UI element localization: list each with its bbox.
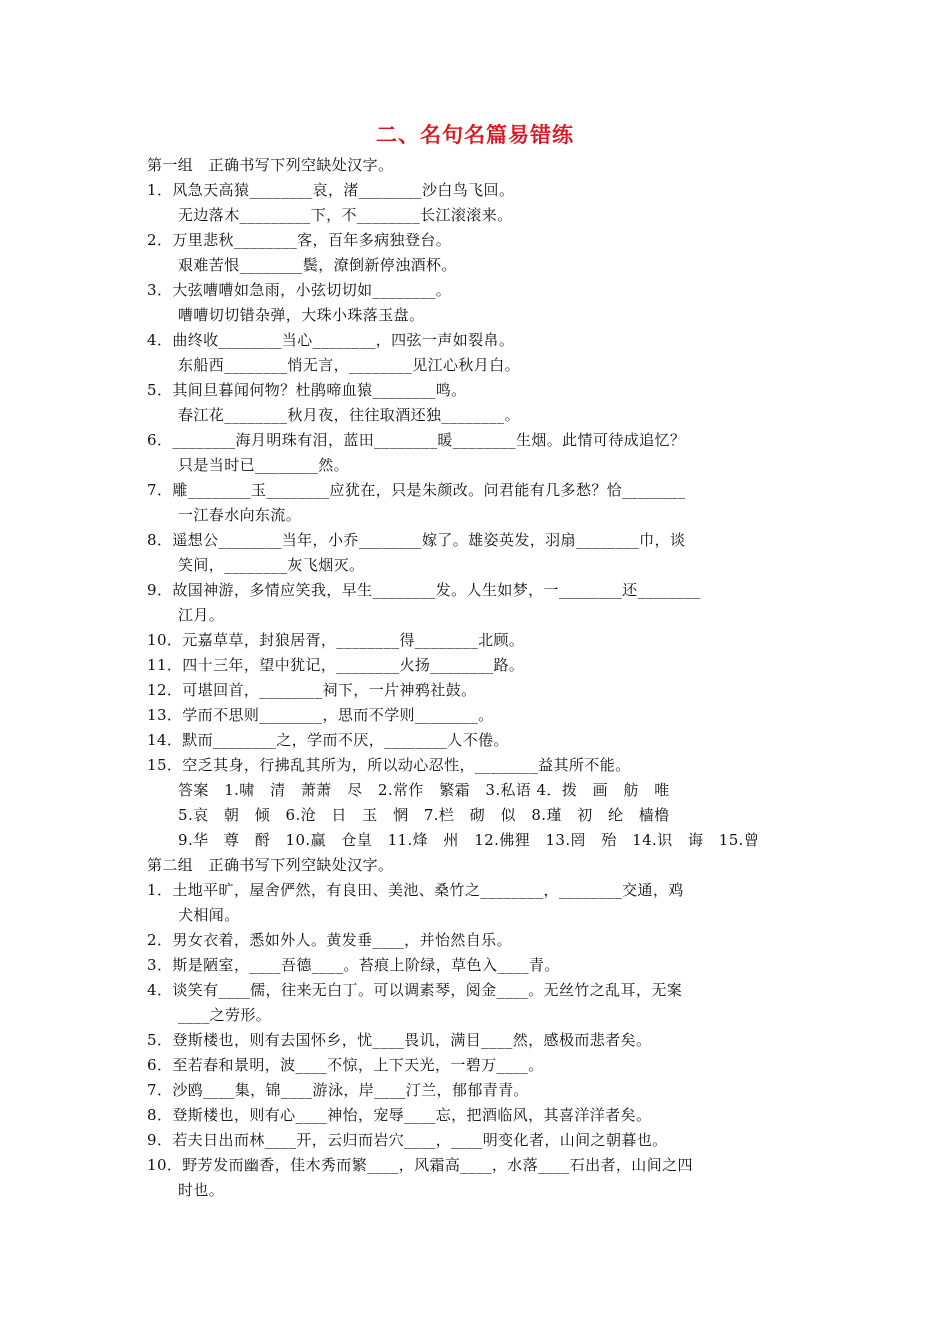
- text-line: 7．雕________玉________应犹在，只是朱颜改。问君能有几多愁？恰________: [147, 481, 686, 499]
- text-line: 1．风急天高猿________哀，渚________沙白鸟飞回。: [147, 181, 515, 199]
- text-line: 2．男女衣着，悉如外人。黄发垂____，并怡然自乐。: [147, 931, 512, 949]
- text-line-continued: 只是当时已________然。: [178, 456, 350, 474]
- text-line-continued: 一江春水向东流。: [178, 506, 302, 524]
- text-line-continued: 春江花________秋月夜，往往取酒还独________。: [178, 406, 521, 424]
- page-title: 二、名句名篇易错练: [376, 122, 574, 147]
- text-line-continued: 艰难苦恨________鬓，潦倒新停浊酒杯。: [178, 256, 457, 274]
- text-line: 5．登斯楼也，则有去国怀乡，忧____畏讥，满目____然，感极而悲者矣。: [147, 1031, 652, 1049]
- text-line: 3．斯是陋室，____吾德____。苔痕上阶绿，草色入____青。: [147, 956, 560, 974]
- text-line: 6．至若春和景明，波____不惊，上下天光，一碧万____。: [147, 1056, 544, 1074]
- text-line: 7．沙鸥____集，锦____游泳，岸____汀兰，郁郁青青。: [147, 1081, 529, 1099]
- text-line-continued: 江月。: [178, 606, 225, 624]
- text-line: 8．登斯楼也，则有心____神怡，宠辱____忘，把酒临风，其喜洋洋者矣。: [147, 1106, 652, 1124]
- text-line: 10．野芳发而幽香，佳木秀而繁____，风霜高____，水落____石出者，山间之四: [147, 1156, 693, 1174]
- text-line: 1．土地平旷，屋舍俨然，有良田、美池、桑竹之________，________交通，鸡: [147, 881, 684, 899]
- text-line-continued: 笑间，________灰飞烟灭。: [178, 556, 365, 574]
- text-line-continued: 答案 1.啸 清 萧萧 尽 2.常作 繁霜 3.私语 4．拨 画 舫 唯: [178, 781, 670, 799]
- text-line-continued: 5.哀 朝 倾 6.沧 日 玉 惘 7.栏 砌 似 8.瑾 初 纶 樯橹: [178, 806, 670, 824]
- text-line: 9．若夫日出而林____开，云归而岩穴____，____明变化者，山间之朝暮也。: [147, 1131, 668, 1149]
- text-line: 14．默而________之，学而不厌，________人不倦。: [147, 731, 509, 749]
- text-line: 12．可堪回首，________祠下，一片神鸦社鼓。: [147, 681, 477, 699]
- text-line: 10．元嘉草草，封狼居胥，________得________北顾。: [147, 631, 525, 649]
- text-line-continued: 东船西________悄无言，________见江心秋月白。: [178, 356, 521, 374]
- text-line: 4．谈笑有____儒，往来无白丁。可以调素琴，阅金____。无丝竹之乱耳，无案: [147, 981, 683, 999]
- text-line: 6．________海月明珠有泪，蓝田________暖________生烟。此情可待成追忆？: [147, 431, 686, 449]
- text-line-continued: 无边落木_________下，不________长江滚滚来。: [178, 206, 513, 224]
- text-line-continued: 嘈嘈切切错杂弹，大珠小珠落玉盘。: [178, 306, 425, 324]
- text-line-continued: 犬相闻。: [178, 906, 240, 924]
- text-line: 15．空乏其身，行拂乱其所为，所以动心忍性，________益其所不能。: [147, 756, 631, 774]
- text-line: 11．四十三年，望中犹记，________火扬________路。: [147, 656, 525, 674]
- text-line: 5．其间旦暮闻何物？杜鹃啼血猿________鸣。: [147, 381, 467, 399]
- text-line-continued: 时也。: [178, 1181, 225, 1199]
- text-line: 3．大弦嘈嘈如急雨，小弦切切如________。: [147, 281, 452, 299]
- text-line: 8．遥想公________当年，小乔________嫁了。雄姿英发，羽扇________巾，谈: [147, 531, 686, 549]
- text-line: 第二组 正确书写下列空缺处汉字。: [147, 856, 394, 874]
- text-line: 9．故国神游，多情应笑我，早生________发。人生如梦，一________还________: [147, 581, 701, 599]
- exercise-content: [147, 153, 867, 1203]
- text-line-continued: ____之劳形。: [178, 1006, 272, 1024]
- text-line: 2．万里悲秋________客，百年多病独登台。: [147, 231, 452, 249]
- text-line: 13．学而不思则________，思而不学则________。: [147, 706, 494, 724]
- text-line-continued: 9.华 尊 酹 10.赢 仓皇 11.烽 州 12.佛狸 13.罔 殆 14.识 诲 15.曾: [178, 831, 760, 849]
- text-line: 第一组 正确书写下列空缺处汉字。: [147, 156, 394, 174]
- text-line: 4．曲终收________当心________，四弦一声如裂帛。: [147, 331, 515, 349]
